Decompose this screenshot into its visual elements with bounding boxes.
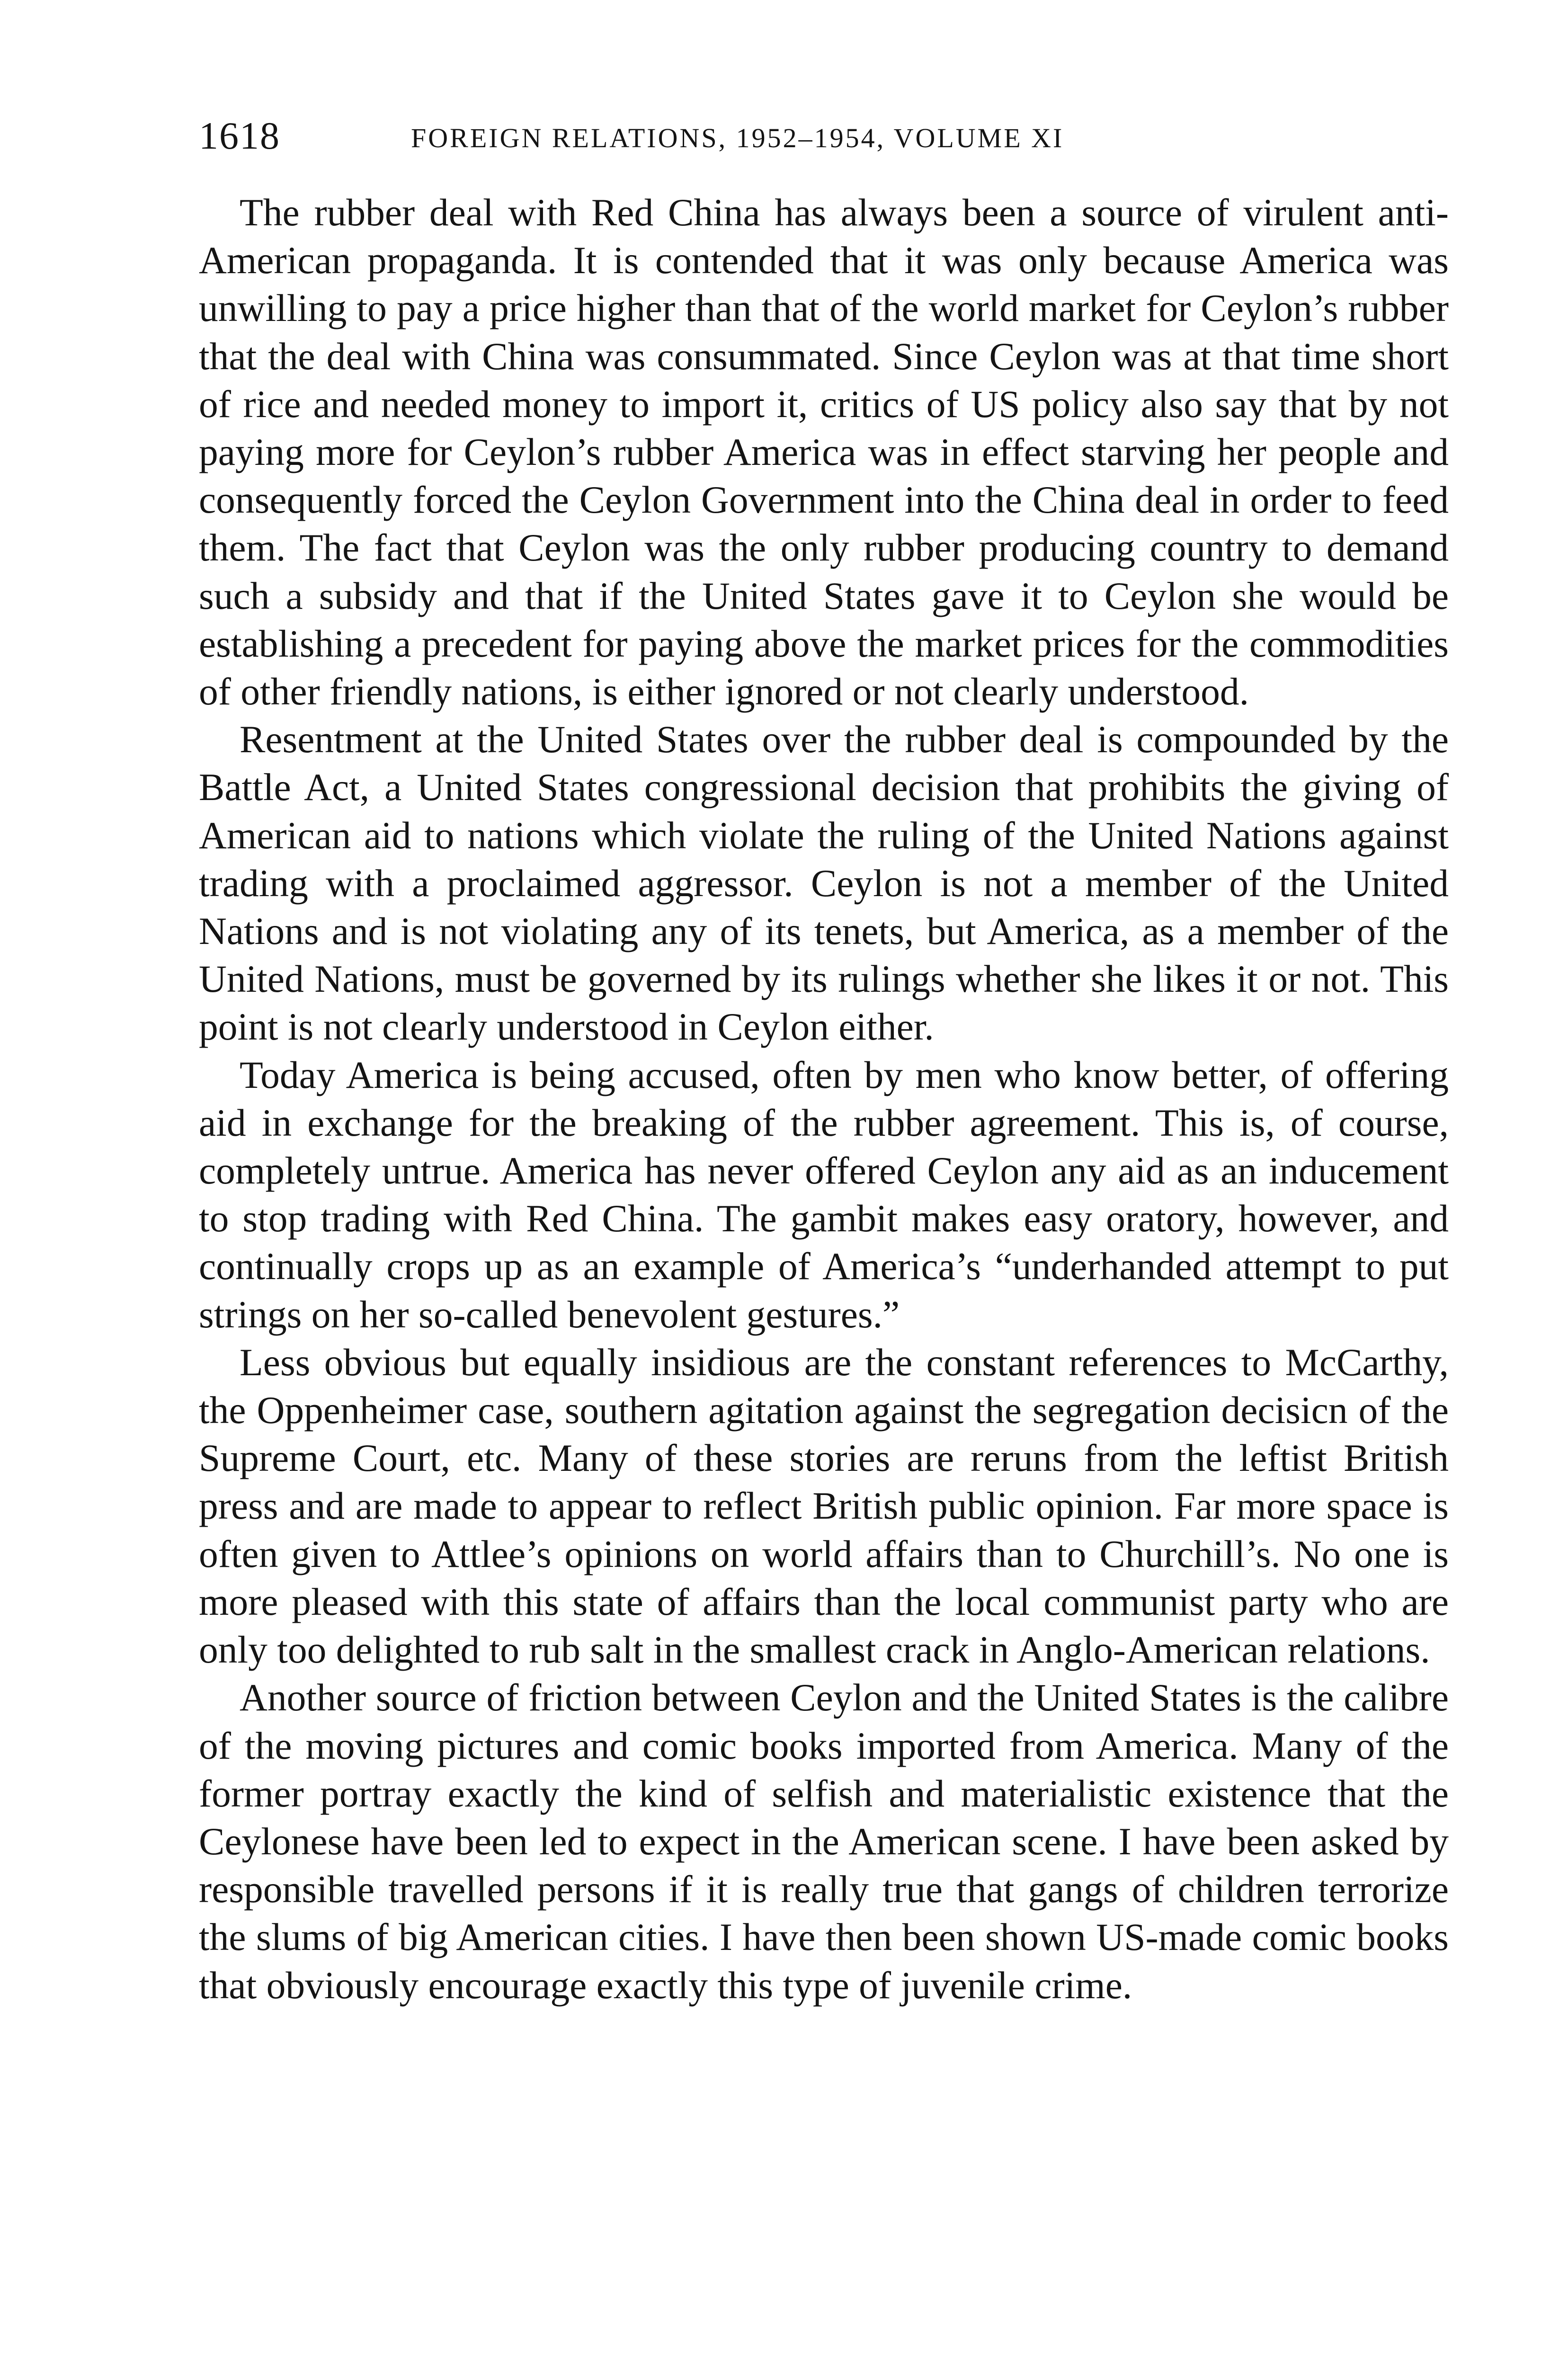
running-title: FOREIGN RELATIONS, 1952–1954, VOLUME XI	[411, 123, 1064, 153]
paragraph-press-references: Less obvious but equally insidious are the constant references to McCarthy, the Oppenheimer case, southern agitation against the segregation decisicn of the Supreme Court, etc. Many of these stories are reruns from the leftist British press and are made to appear to reflect British public opinion. Far more space is often given to Attlee’s opinions on world affairs than to Churchill’s. No one is more pleased with this state of affairs than the local communist party who are only too delighted to rub salt in the smallest crack in Anglo-American relations.	[199, 1340, 1449, 1672]
paragraph-films-comics: Another source of friction between Ceylon and the United States is the calibre of the moving pictures and comic books imported from America. Many of the former portray exactly the kind of selfish and materialistic existence that the Ceylonese have been led to expect in the American scene. I have been asked by responsible travelled persons if it is really true that gangs of children terrorize the slums of big American cities. I have then been shown US-made comic books that obviously encourage exactly this type of juvenile crime.	[199, 1676, 1449, 2007]
running-head	[199, 110, 1449, 162]
paragraph-battle-act: Resentment at the United States over the rubber deal is compounded by the Battle Act, a United States congressional decision that prohibits the giving of American aid to nations which violate the ruling of the United Nations against trading with a proclaimed aggressor. Ceylon is not a member of the United Nations and is not violating any of its tenets, but America, as a member of the United Nations, must be governed by its rulings whether she likes it or not. This point is not clearly understood in Ceylon either.	[199, 718, 1449, 1049]
paragraph-rubber-deal: The rubber deal with Red China has always been a source of virulent anti-American propaganda. It is contended that it was only because America was unwilling to pay a price higher than that of the world market for Ceylon’s rubber that the deal with China was consummated. Since Ceylon was at that time short of rice and needed money to import it, critics of US policy also say that by not paying more for Ceylon’s rubber America was in effect starving her people and consequently forced the Ceylon Government into the China deal in order to feed them. The fact that Ceylon was the only rubber producing country to demand such a subsidy and that if the United States gave it to Ceylon she would be establishing a precedent for paying above the market prices for the commodities of other friendly nations, is either ignored or not clearly understood.	[199, 191, 1449, 713]
page-number: 1618	[199, 114, 280, 157]
paragraph-aid-accusation: Today America is being accused, often by men who know better, of offering aid in exchange for the breaking of the rubber agreement. This is, of course, completely untrue. America has never offered Ceylon any aid as an inducement to stop trading with Red China. The gambit makes easy oratory, however, and continually crops up as an example of America’s “underhanded attempt to put strings on her so-called benevolent gestures.”	[199, 1053, 1449, 1336]
body-text	[199, 188, 1449, 2009]
